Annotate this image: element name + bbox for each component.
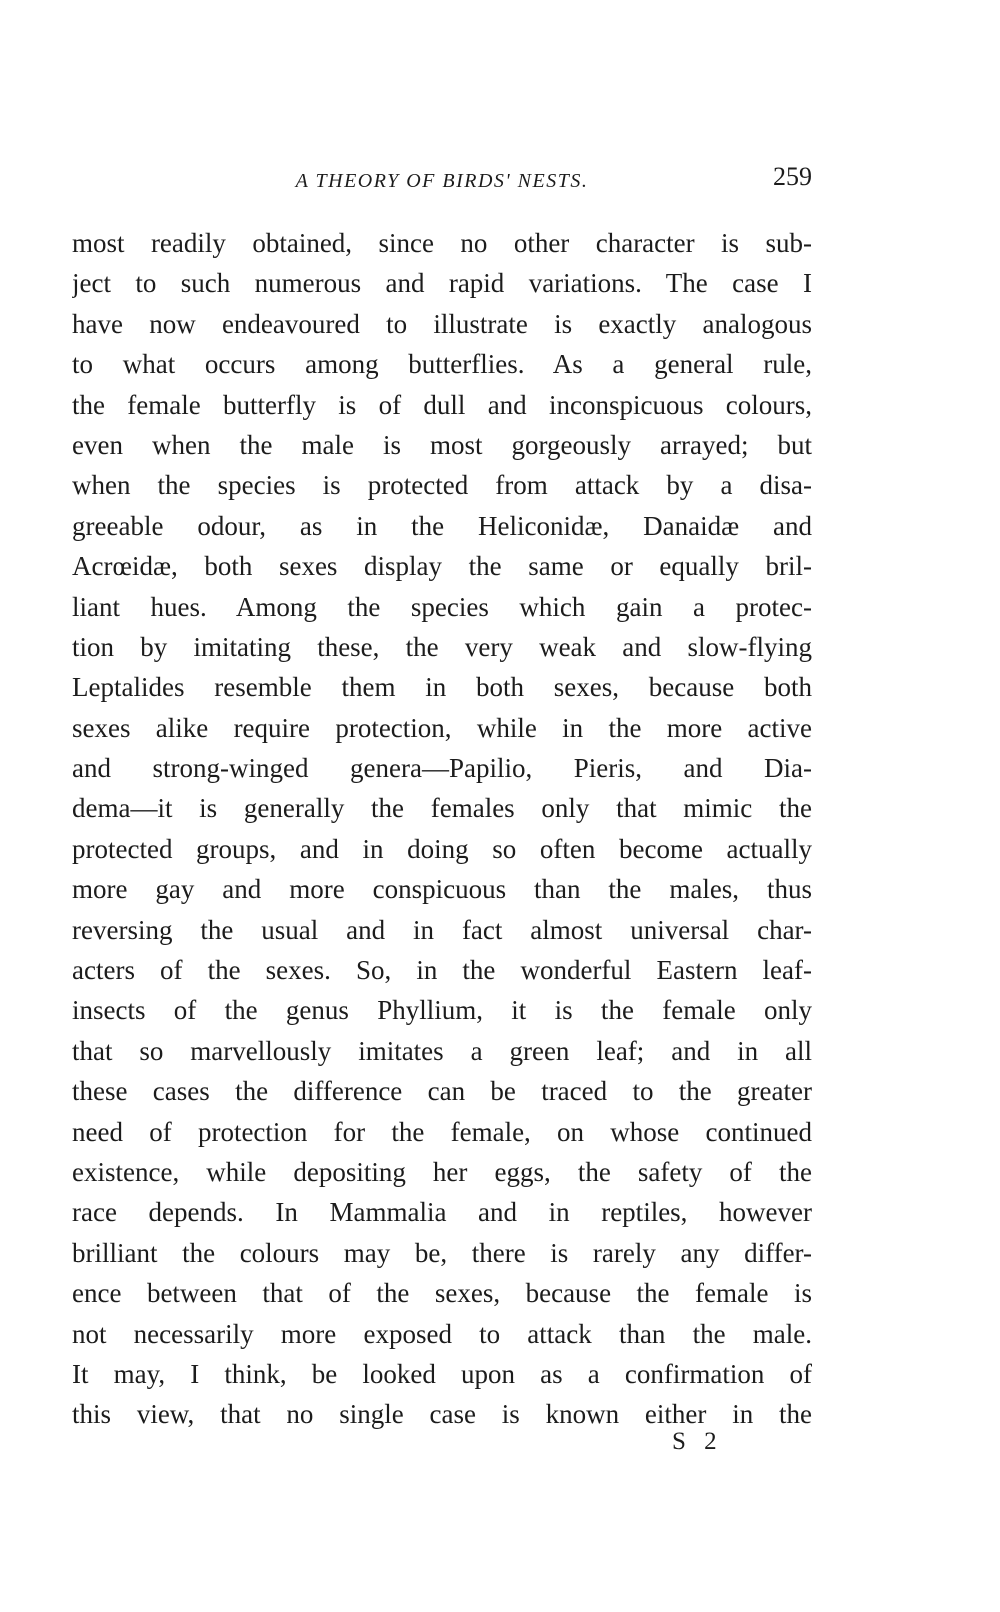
text-line: It may, I think, be looked upon as a confirmation of bbox=[72, 1358, 812, 1389]
text-line: to what occurs among butterflies. As a general rule, bbox=[72, 349, 812, 380]
text-line: even when the male is most gorgeously arrayed; but bbox=[72, 429, 812, 460]
text-line: protected groups, and in doing so often become actually bbox=[72, 833, 812, 864]
running-title: A THEORY OF BIRDS' NESTS. bbox=[295, 170, 589, 192]
text-line: dema—it is generally the females only that mimic the bbox=[72, 793, 812, 824]
text-line: reversing the usual and in fact almost universal char- bbox=[72, 914, 812, 945]
text-line: existence, while depositing her eggs, the safety of the bbox=[72, 1156, 812, 1187]
page-number: 259 bbox=[773, 162, 812, 191]
text-line: tion by imitating these, the very weak and slow-flying bbox=[72, 631, 812, 662]
text-line: acters of the sexes. So, in the wonderful Eastern leaf- bbox=[72, 955, 812, 986]
text-line: these cases the difference can be traced to the greater bbox=[72, 1076, 812, 1107]
text-line: ject to such numerous and rapid variations. The case I bbox=[72, 268, 812, 299]
running-head bbox=[72, 162, 812, 202]
text-line: that so marvellously imitates a green leaf; and in all bbox=[72, 1035, 812, 1066]
text-line: ence between that of the sexes, because the female is bbox=[72, 1278, 812, 1309]
text-line: greeable odour, as in the Heliconidæ, Danaidæ and bbox=[72, 510, 812, 541]
text-line: the female butterfly is of dull and inconspicuous colours, bbox=[72, 389, 812, 420]
text-line: need of protection for the female, on whose continued bbox=[72, 1116, 812, 1147]
text-line: when the species is protected from attack by a disa- bbox=[72, 470, 812, 501]
text-line: this view, that no single case is known either in the bbox=[72, 1399, 812, 1430]
text-line: more gay and more conspicuous than the males, thus bbox=[72, 874, 812, 905]
text-line: Acrœidæ, both sexes display the same or equally bril- bbox=[72, 551, 812, 582]
text-line: liant hues. Among the species which gain a protec- bbox=[72, 591, 812, 622]
text-line: insects of the genus Phyllium, it is the female only bbox=[72, 995, 812, 1026]
text-line: most readily obtained, since no other character is sub- bbox=[72, 228, 812, 258]
text-line: not necessarily more exposed to attack than the male. bbox=[72, 1318, 812, 1349]
text-line: and strong-winged genera—Papilio, Pieris, and Dia- bbox=[72, 753, 812, 784]
signature-mark: S 2 bbox=[672, 1428, 723, 1455]
body-text bbox=[72, 223, 812, 1435]
text-line: Leptalides resemble them in both sexes, because both bbox=[72, 672, 812, 703]
text-line: race depends. In Mammalia and in reptiles, however bbox=[72, 1197, 812, 1228]
text-line: sexes alike require protection, while in the more active bbox=[72, 712, 812, 743]
text-line: have now endeavoured to illustrate is exactly analogous bbox=[72, 308, 812, 339]
text-line: brilliant the colours may be, there is rarely any differ- bbox=[72, 1237, 812, 1268]
